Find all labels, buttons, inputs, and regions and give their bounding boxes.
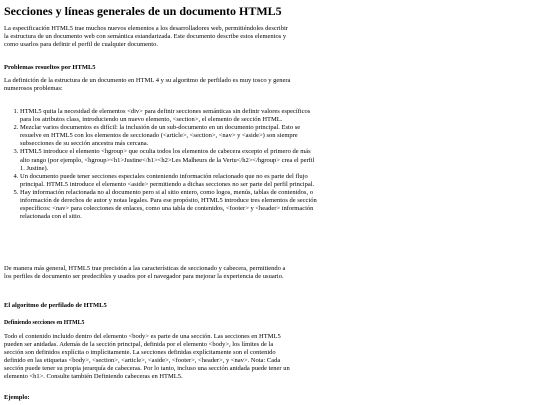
list-item: 3. HTML5 introduce el elemento <hgroup> que oculta todos los elementos de cabecera excepto el primero de más alto rango (por ejemplo, <hgroup><h1>Justine</h1><h2>Les Malheurs de la Vertu</h2></hgroup> crea el perfil 1. Justine). (20, 148, 318, 172)
list-item: 5. Hay información relacionada no al documento pero si al sitio entero, como logos, menús, tablas de contenidos, o información de derechos de autor y notas legales. Para ese propósito, HTML5 introduce tres elementos de sección específicos: <nav> para colecciones de enlaces, como una tabla de contenidos, <footer> y <header> información relacionada con el sitio. (20, 189, 318, 221)
section2-paragraph: Todo el contenido incluido dentro del elemento <body> es parte de una sección. Las secciones en HTML5 pueden ser anidadas. Además de la sección principal, definida por el elemento <body>, los límites de la sección son definidos explícita o implícitamente. La secciones definidas explícitamente son el contenido definido en las etiquetas <body>, <section>, <article>, <aside>, <footer>, <header>, y <nav>. Nota: Cada sección puede tener su propia jerarquía de cabeceras. Por lo tanto, incluso una sección anidada puede tener un elemento <h1>. Consulte también Definiendo cabeceras en HTML5. (4, 333, 290, 381)
section1-intro: La definición de la estructura de un documento en HTML 4 y su algoritmo de perfilado es muy tosco y genera numerosos problemas: (4, 77, 291, 93)
subsection-heading: Definiendo secciones en HTML5 (4, 320, 85, 326)
list-item: 1. HTML5 quita la necesidad de elementos <div> para definir secciones semánticas sin definir valores específicos para los atributos class, introduciendo un nuevo elemento, <section>, el elemento de sección HTML. (20, 108, 318, 124)
list-item: 2. Mezclar varios documentos es difícil: la inclusión de un sub-documento en un documento principal. Esto se resuelve en HTML5 con los elementos de seccionado (<article>, <section>, <nav> y <aside>) son siempre subsecciones de su sección ancestra más cercana. (20, 124, 318, 148)
summary-paragraph: De manera más general, HTML5 trae precisión a las características de seccionado y cabecera, permitiendo a los perfiles de documento ser predecibles y usados por el navegador para mejorar la experiencia de usuario. (4, 265, 286, 281)
section1-heading: Problemas resueltos por HTML5 (4, 64, 96, 71)
problems-list (0, 108, 318, 221)
example-label: Ejemplo: (4, 394, 30, 401)
list-item: 4. Un documento puede tener secciones especiales conteniendo información relacionado que no es parte del flujo principal. HTML5 introduce el elemento <aside> permitiendo a dichas secciones no ser parte del perfil principal. (20, 173, 318, 189)
intro-paragraph: La especificación HTML5 trae muchos nuevos elementos a los desarrolladores web, permitiéndoles describir la estructura de un documento web con semántica estandarizada. Este documento describe estos elementos y como usarlos para definir el perfil de cualquier documento. (4, 25, 288, 49)
page-title: Secciones y líneas generales de un documento HTML5 (4, 4, 282, 18)
section2-heading: El algoritmo de perfilado de HTML5 (4, 302, 107, 309)
